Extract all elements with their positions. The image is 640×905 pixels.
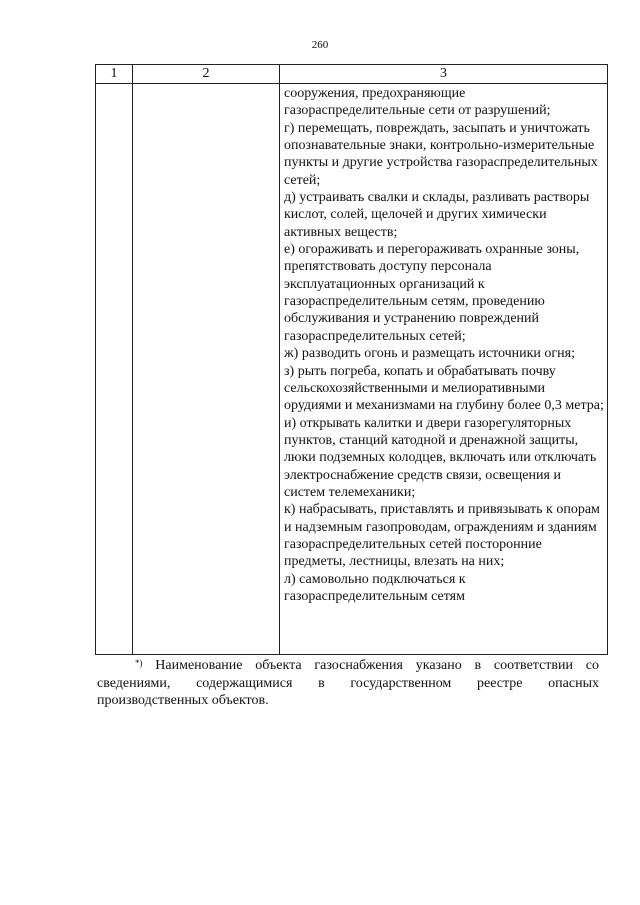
prohibition-list bbox=[280, 84, 607, 605]
list-item: л) самовольно подключаться к газораспределительным сетям bbox=[284, 571, 466, 604]
list-item: д) устраивать свалки и склады, разливать растворы кислот, солей, щелочей и других химически активных веществ; bbox=[284, 190, 590, 240]
list-item: е) огораживать и перегораживать охранные зоны, препятствовать доступу персонала эксплуатационных организаций к газораспределительным сетям, проведению обслуживания и устранению повреждений газораспределительных сетей; bbox=[284, 242, 580, 344]
footnote bbox=[97, 657, 599, 710]
table-row bbox=[96, 84, 608, 655]
list-item: г) перемещать, повреждать, засыпать и уничтожать опознавательные знаки, контрольно-измерительные пункты и другие устройства газораспределительных сетей; bbox=[284, 120, 598, 188]
document-table bbox=[95, 64, 608, 655]
list-item: к) набрасывать, приставлять и привязывать к опорам и надземным газопроводам, ограждениям и зданиям газораспределительных сетей посторонние предметы, лестницы, влезать на них; bbox=[284, 502, 600, 570]
column-header-2: 2 bbox=[133, 65, 280, 84]
footnote-text: Наименование объекта газоснабжения указано в соответствии со сведениями, содержащимися в государственном реестре опасных производственных объектов. bbox=[97, 658, 599, 708]
page-number: 260 bbox=[311, 39, 329, 51]
cell-column-1 bbox=[96, 84, 133, 655]
list-item: сооружения, предохраняющие газораспределительные сети от разрушений; bbox=[284, 86, 551, 119]
column-header-3: 3 bbox=[280, 65, 608, 84]
table-header-row bbox=[96, 65, 608, 84]
cell-column-2 bbox=[133, 84, 280, 655]
list-item: з) рыть погреба, копать и обрабатывать почву сельскохозяйственными и мелиоративными орудиями и механизмами на глубину более 0,3 метра; bbox=[284, 363, 604, 414]
column-header-1: 1 bbox=[96, 65, 133, 84]
list-item: ж) разводить огонь и размещать источники огня; bbox=[284, 346, 575, 362]
cell-column-3 bbox=[280, 84, 608, 655]
footnote-mark: *) bbox=[135, 658, 143, 668]
list-item: и) открывать калитки и двери газорегуляторных пунктов, станций катодной и дренажной защиты, люки подземных колодцев, включать или отключать электроснабжение средств связи, освещения и систем телемеханики; bbox=[284, 415, 597, 500]
